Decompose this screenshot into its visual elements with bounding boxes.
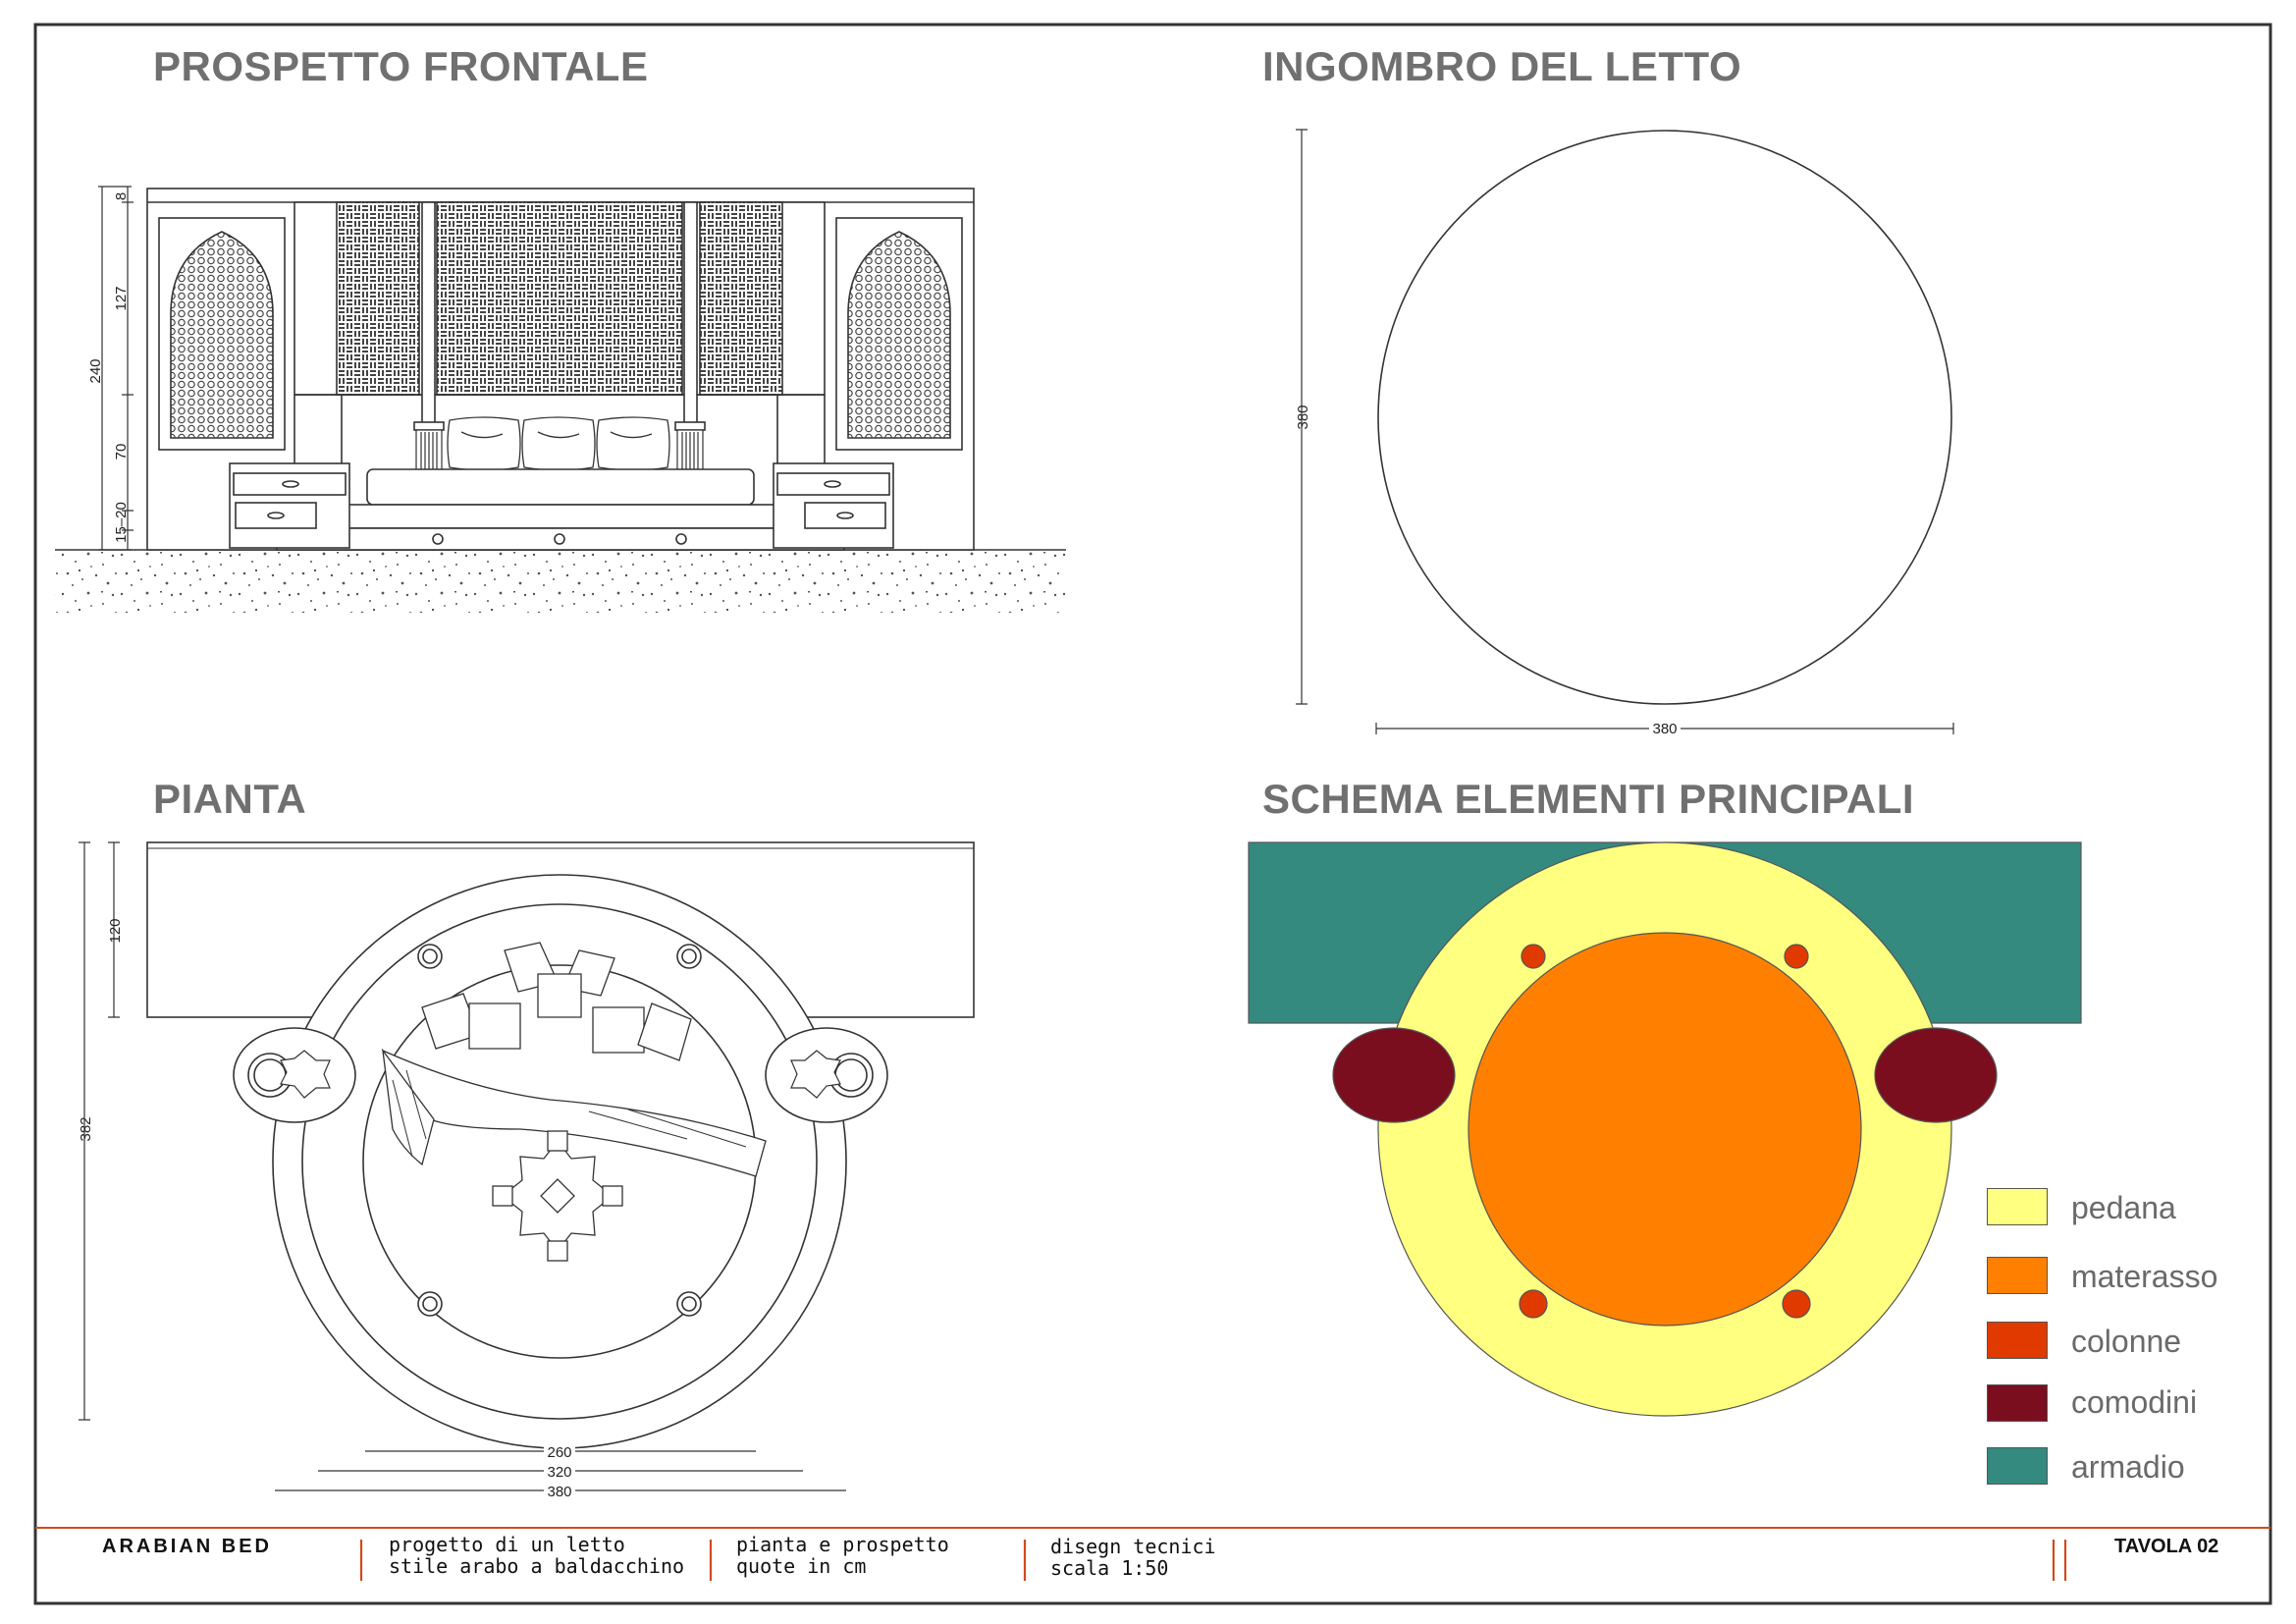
title-front-elevation: PROSPETTO FRONTALE bbox=[153, 43, 649, 89]
title-scheme: SCHEMA ELEMENTI PRINCIPALI bbox=[1262, 776, 1915, 822]
legend-swatch-materasso bbox=[1987, 1257, 2048, 1294]
scheme-materasso bbox=[1468, 933, 1861, 1326]
legend-swatch-pedana bbox=[1987, 1188, 2048, 1225]
front-dim-15-20: 15–20 bbox=[113, 502, 130, 543]
title-footprint: INGOMBRO DEL LETTO bbox=[1262, 43, 1742, 89]
front-dim-240: 240 bbox=[87, 358, 104, 384]
content-line-1: pianta e prospetto bbox=[736, 1533, 949, 1556]
footprint-dim-height: 380 bbox=[1295, 405, 1311, 430]
project-name: ARABIAN BED bbox=[102, 1536, 272, 1557]
footprint-circle bbox=[1296, 130, 1953, 734]
footprint-dim-width: 380 bbox=[1652, 721, 1678, 737]
plan-dim-320: 320 bbox=[547, 1464, 572, 1481]
description-line-2: stile arabo a baldacchino bbox=[389, 1554, 685, 1578]
plan-dim-380: 380 bbox=[547, 1484, 572, 1500]
legend-swatch-armadio bbox=[1987, 1447, 2048, 1485]
scheme-comodino-right bbox=[1875, 1028, 1997, 1122]
legend-swatch-colonne bbox=[1987, 1322, 2048, 1359]
content-line-2: quote in cm bbox=[736, 1554, 867, 1578]
plan-view bbox=[147, 842, 974, 1448]
plan-dim-382: 382 bbox=[78, 1116, 94, 1142]
description-line-1: progetto di un letto bbox=[389, 1533, 625, 1556]
legend-label-armadio: armadio bbox=[2071, 1449, 2185, 1485]
title-plan: PIANTA bbox=[153, 776, 307, 822]
legend-label-colonne: colonne bbox=[2071, 1324, 2182, 1359]
legend-swatch-comodini bbox=[1987, 1384, 2048, 1422]
front-dimension-labels bbox=[87, 192, 130, 543]
legend-label-materasso: materasso bbox=[2071, 1259, 2218, 1294]
legend-label-comodini: comodini bbox=[2071, 1384, 2198, 1420]
type-line-2: scala 1:50 bbox=[1050, 1556, 1169, 1580]
front-dim-127: 127 bbox=[113, 286, 130, 311]
legend-label-pedana: pedana bbox=[2071, 1190, 2176, 1225]
scheme-comodino-left bbox=[1333, 1028, 1455, 1122]
front-dim-70: 70 bbox=[113, 443, 130, 460]
sheet-number: TAVOLA 02 bbox=[2114, 1536, 2219, 1557]
front-dim-8: 8 bbox=[113, 191, 130, 201]
plan-dim-120: 120 bbox=[107, 918, 124, 944]
element-scheme bbox=[1249, 842, 2081, 1416]
front-elevation bbox=[55, 189, 1066, 613]
type-line-1: disegn tecnici bbox=[1050, 1535, 1216, 1558]
plan-dim-260: 260 bbox=[547, 1444, 572, 1461]
